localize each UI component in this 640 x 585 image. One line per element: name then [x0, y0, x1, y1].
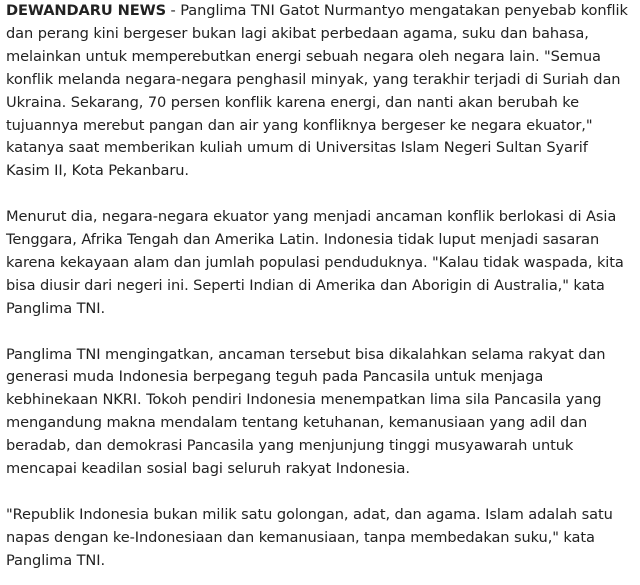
- article-paragraph: Panglima TNI mengingatkan, ancaman tersebut bisa dikalahkan selama rakyat dan generasi muda Indonesia berpegang teguh pada Pancasila untuk menjaga kebhinekaan NKRI. Tokoh pendiri Indonesia menempatkan lima sila Pancasila yang mengandung makna mendalam tentang ketuhanan, kemanusiaan yang adil dan beradab, dan demokrasi Pancasila yang menjunjung tinggi musyawarah untuk mencapai keadilan sosial bagi seluruh rakyat Indonesia.: [6, 345, 606, 478]
- lead-paragraph: [6, 0, 632, 183]
- byline: DEWANDARU NEWS: [6, 2, 167, 19]
- article-paragraph: Menurut dia, negara-negara ekuator yang menjadi ancaman konflik berlokasi di Asia Tenggara, Afrika Tengah dan Amerika Latin. Indonesia tidak luput menjadi sasaran karena kekayaan alam dan jumlah populasi penduduknya. "Kalau tidak waspada, kita bisa diusir dari negeri ini. Seperti Indian di Amerika dan Aborigin di Australia," kata Panglima TNI.: [6, 208, 624, 317]
- article-paragraph: "Republik Indonesia bukan milik satu golongan, adat, dan agama. Islam adalah satu napas dengan ke-Indonesiaan dan kemanusiaan, tanpa membedakan suku," kata Panglima TNI.: [6, 505, 613, 569]
- lead-text: - Panglima TNI Gatot Nurmantyo mengatakan penyebab konflik dan perang kini bergeser bukan lagi akibat perbedaan agama, suku dan bahasa, melainkan untuk memperebutkan energi sebuah negara oleh negara lain. "Semua konflik melanda negara-negara penghasil minyak, yang terakhir terjadi di Suriah dan Ukraina. Sekarang, 70 persen konflik karena energi, dan nanti akan berubah ke tujuannya merebut pangan dan air yang konfliknya bergeser ke negara ekuator," katanya saat memberikan kuliah umum di Universitas Islam Negeri Sultan Syarif Kasim II, Kota Pekanbaru.: [6, 2, 628, 180]
